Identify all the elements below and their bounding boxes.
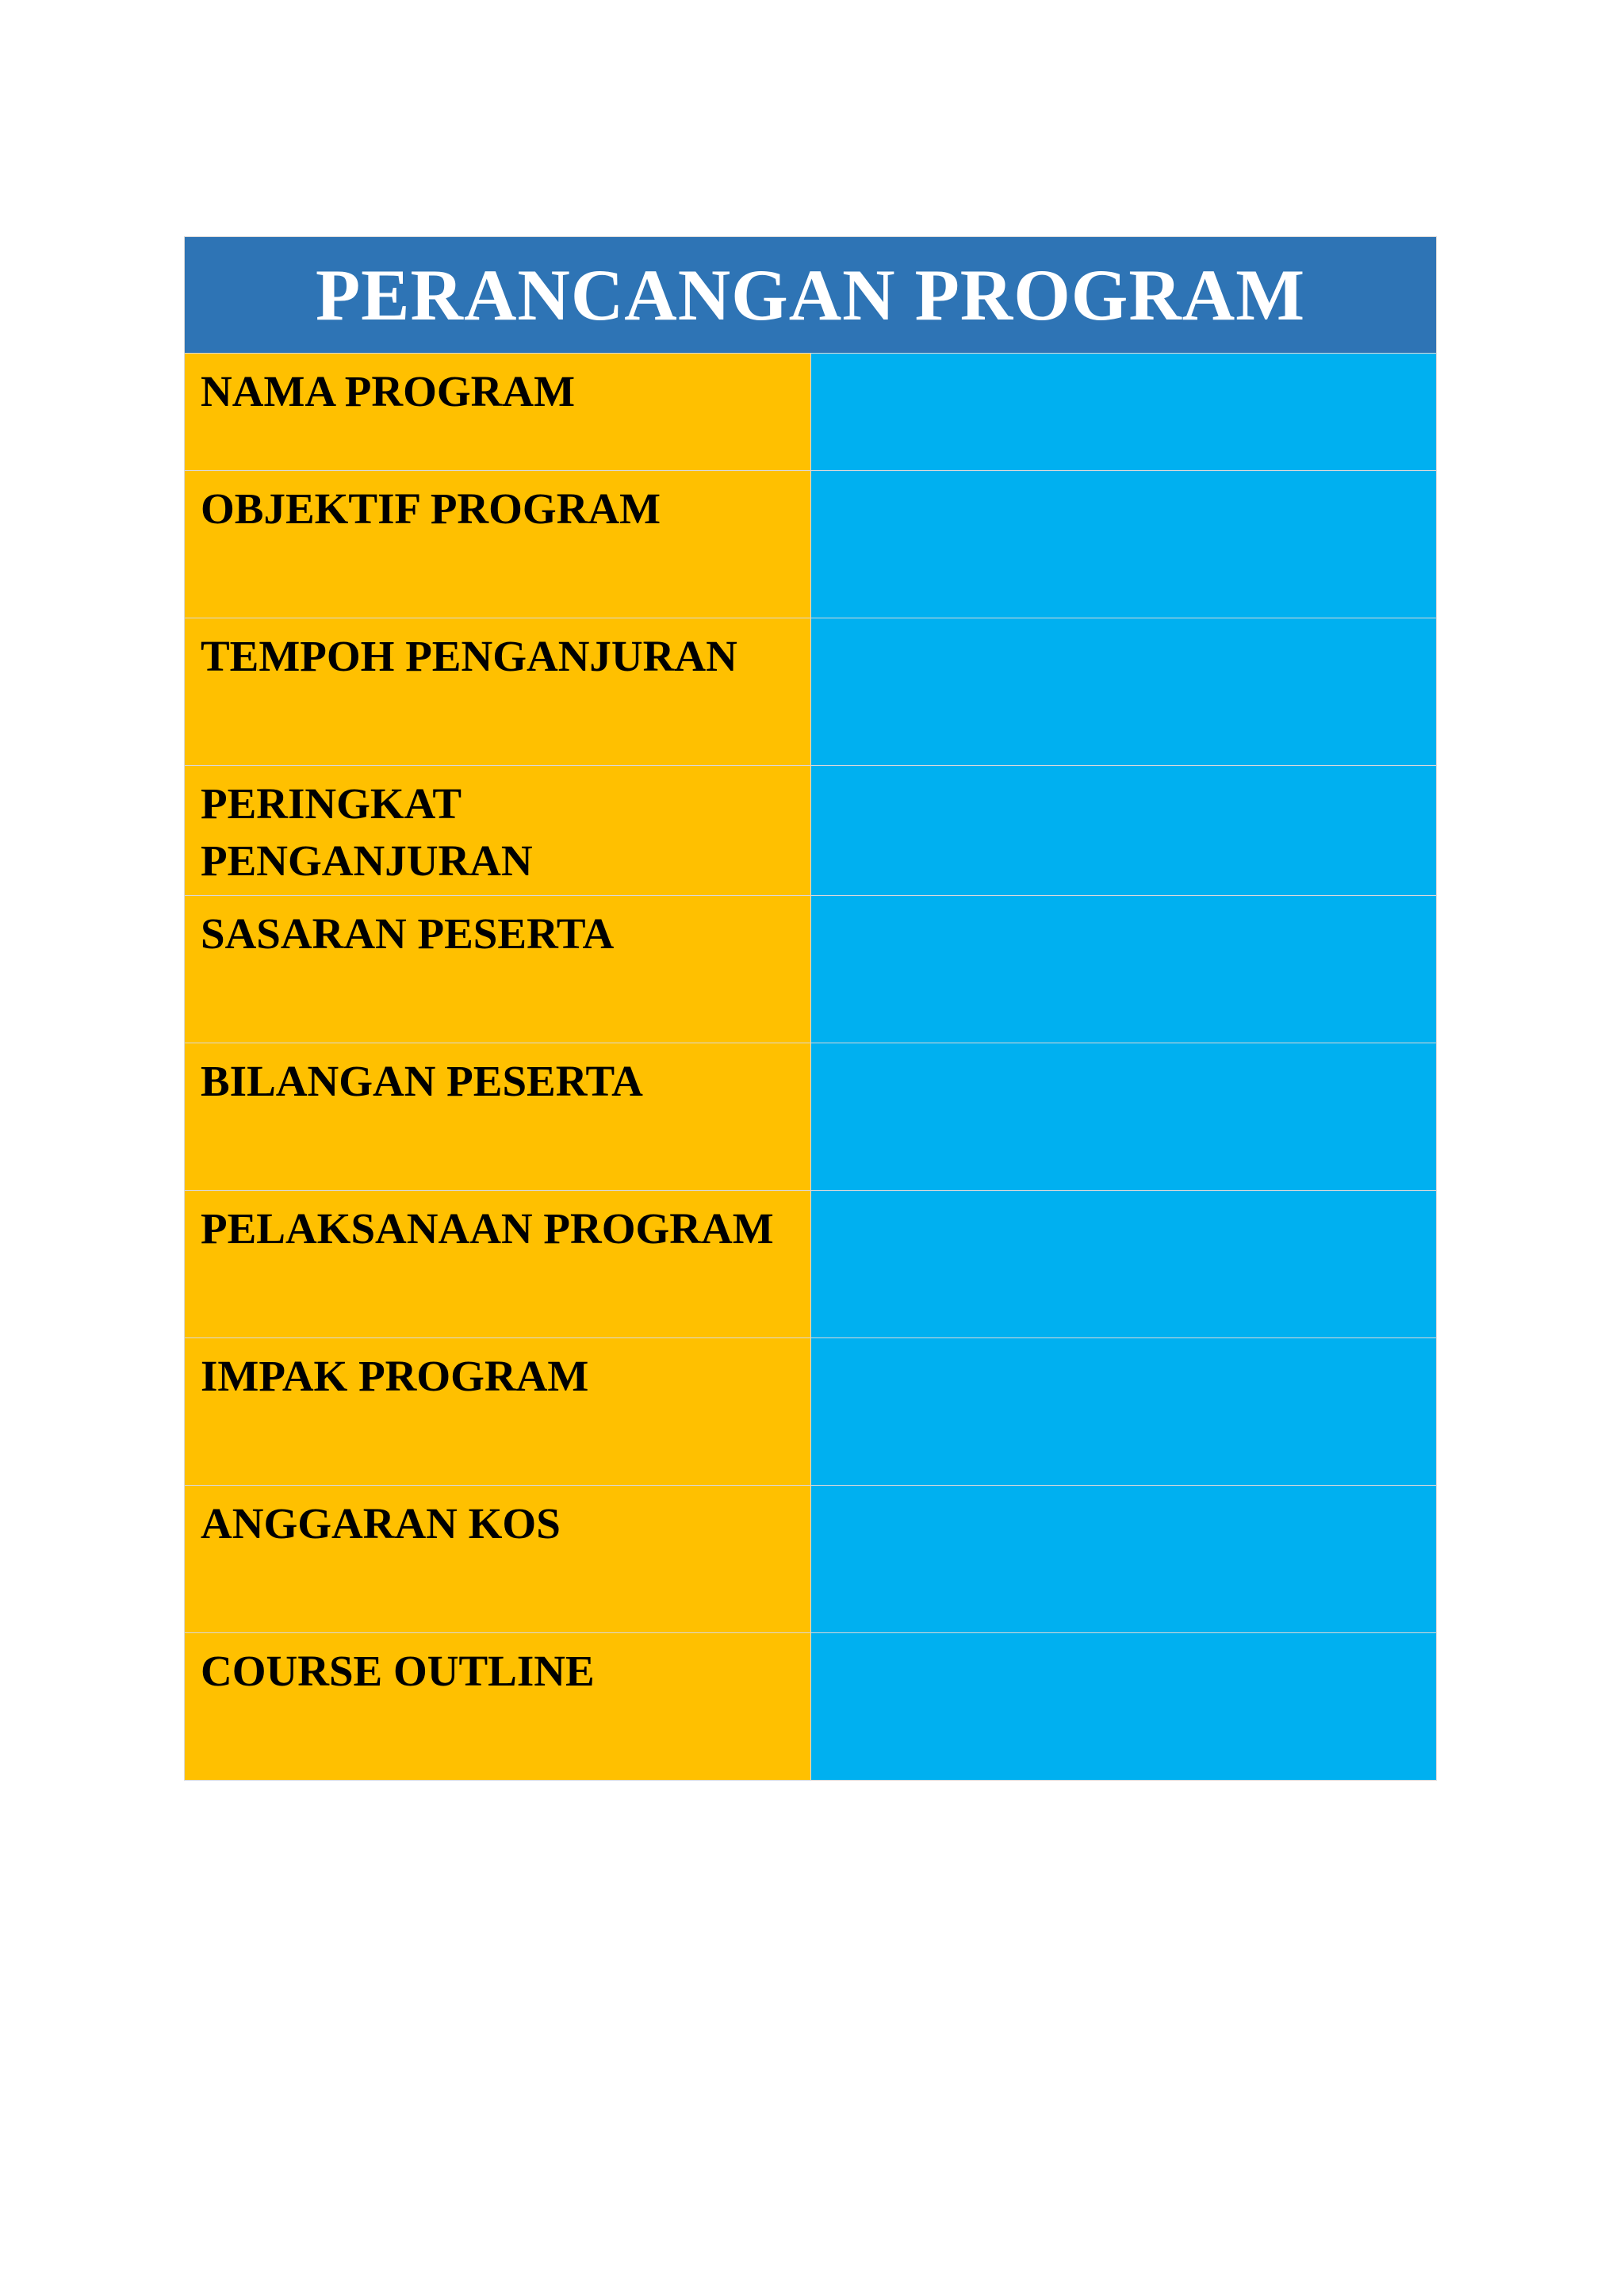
program-planning-table — [184, 236, 1437, 1781]
table-title-row — [185, 237, 1437, 354]
row-label: COURSE OUTLINE — [185, 1633, 811, 1781]
table-row — [185, 618, 1437, 766]
table-row — [185, 766, 1437, 896]
row-label: NAMA PROGRAM — [185, 354, 811, 471]
row-value — [810, 354, 1437, 471]
table-row — [185, 471, 1437, 618]
row-label: IMPAK PROGRAM — [185, 1338, 811, 1486]
row-value — [810, 1338, 1437, 1486]
table-row — [185, 1191, 1437, 1338]
row-value — [810, 1633, 1437, 1781]
row-value — [810, 1486, 1437, 1633]
row-value — [810, 1191, 1437, 1338]
row-value — [810, 1043, 1437, 1191]
row-value — [810, 618, 1437, 766]
row-label: SASARAN PESERTA — [185, 896, 811, 1043]
table-row — [185, 1338, 1437, 1486]
table-row — [185, 1633, 1437, 1781]
row-label: PELAKSANAAN PROGRAM — [185, 1191, 811, 1338]
row-label: ANGGARAN KOS — [185, 1486, 811, 1633]
row-label: TEMPOH PENGANJURAN — [185, 618, 811, 766]
row-value — [810, 766, 1437, 896]
table-title: PERANCANGAN PROGRAM — [185, 237, 1437, 354]
table-row — [185, 1043, 1437, 1191]
row-value — [810, 471, 1437, 618]
table-row — [185, 896, 1437, 1043]
table-row — [185, 1486, 1437, 1633]
row-label: OBJEKTIF PROGRAM — [185, 471, 811, 618]
row-label: PERINGKAT PENGANJURAN — [185, 766, 811, 896]
row-label: BILANGAN PESERTA — [185, 1043, 811, 1191]
table-row — [185, 354, 1437, 471]
row-value — [810, 896, 1437, 1043]
